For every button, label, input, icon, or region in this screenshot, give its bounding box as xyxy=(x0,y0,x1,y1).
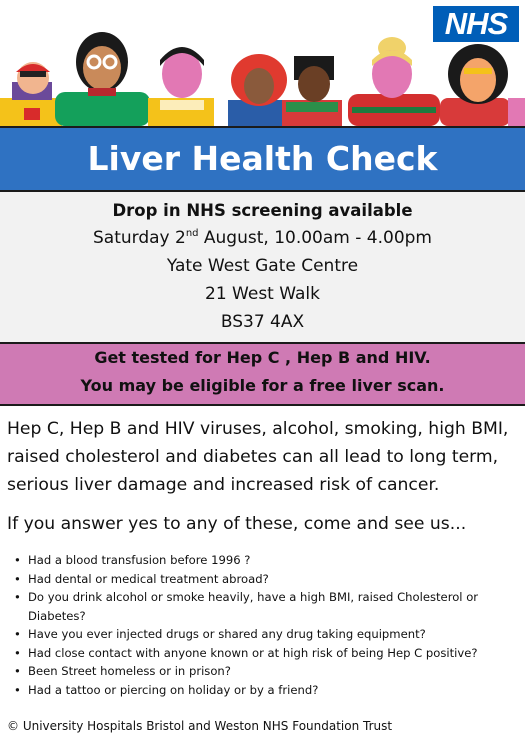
people-illustration xyxy=(0,0,525,126)
event-date-day: Saturday 2 xyxy=(92,228,186,248)
list-item: • Do you drink alcohol or smoke heavily, have a high BMI, raised Cholesterol or Diabetes? xyxy=(14,588,514,625)
nhs-logo: NHS xyxy=(433,6,519,42)
list-item: • Had a blood transfusion before 1996 ? xyxy=(14,551,514,570)
event-date xyxy=(0,228,525,248)
list-item: • Had close contact with anyone known or at high risk of being Hep C positive? xyxy=(14,644,514,663)
event-street: 21 West Walk xyxy=(205,284,320,304)
screening-questions-list xyxy=(14,551,514,699)
prompt-paragraph: If you answer yes to any of these, come and see us... xyxy=(7,514,467,534)
event-details xyxy=(0,192,525,342)
event-date-suffix: nd xyxy=(185,228,199,239)
list-item: • Had a tattoo or piercing on holiday or by a friend? xyxy=(14,681,514,700)
footer-copyright: © University Hospitals Bristol and Weston NHS Foundation Trust xyxy=(7,719,393,733)
event-venue: Yate West Gate Centre xyxy=(166,256,359,276)
intro-paragraph: Hep C, Hep B and HIV viruses, alcohol, smoking, high BMI, raised cholesterol and diabetes can all lead to long term, serious liver damage and increased risk of cancer. xyxy=(7,419,509,495)
eligibility-callout xyxy=(0,342,525,406)
callout-line-2: You may be eligible for a free liver scan. xyxy=(80,376,445,395)
list-item: • Had dental or medical treatment abroad? xyxy=(14,570,514,589)
page-title: Liver Health Check xyxy=(0,126,525,192)
event-heading: Drop in NHS screening available xyxy=(112,201,413,220)
list-item: • Have you ever injected drugs or shared any drug taking equipment? xyxy=(14,625,514,644)
list-item: • Been Street homeless or in prison? xyxy=(14,662,514,681)
event-postcode: BS37 4AX xyxy=(220,312,305,332)
event-date-rest: August, 10.00am - 4.00pm xyxy=(198,228,432,248)
callout-line-1: Get tested for Hep C , Hep B and HIV. xyxy=(94,348,431,367)
